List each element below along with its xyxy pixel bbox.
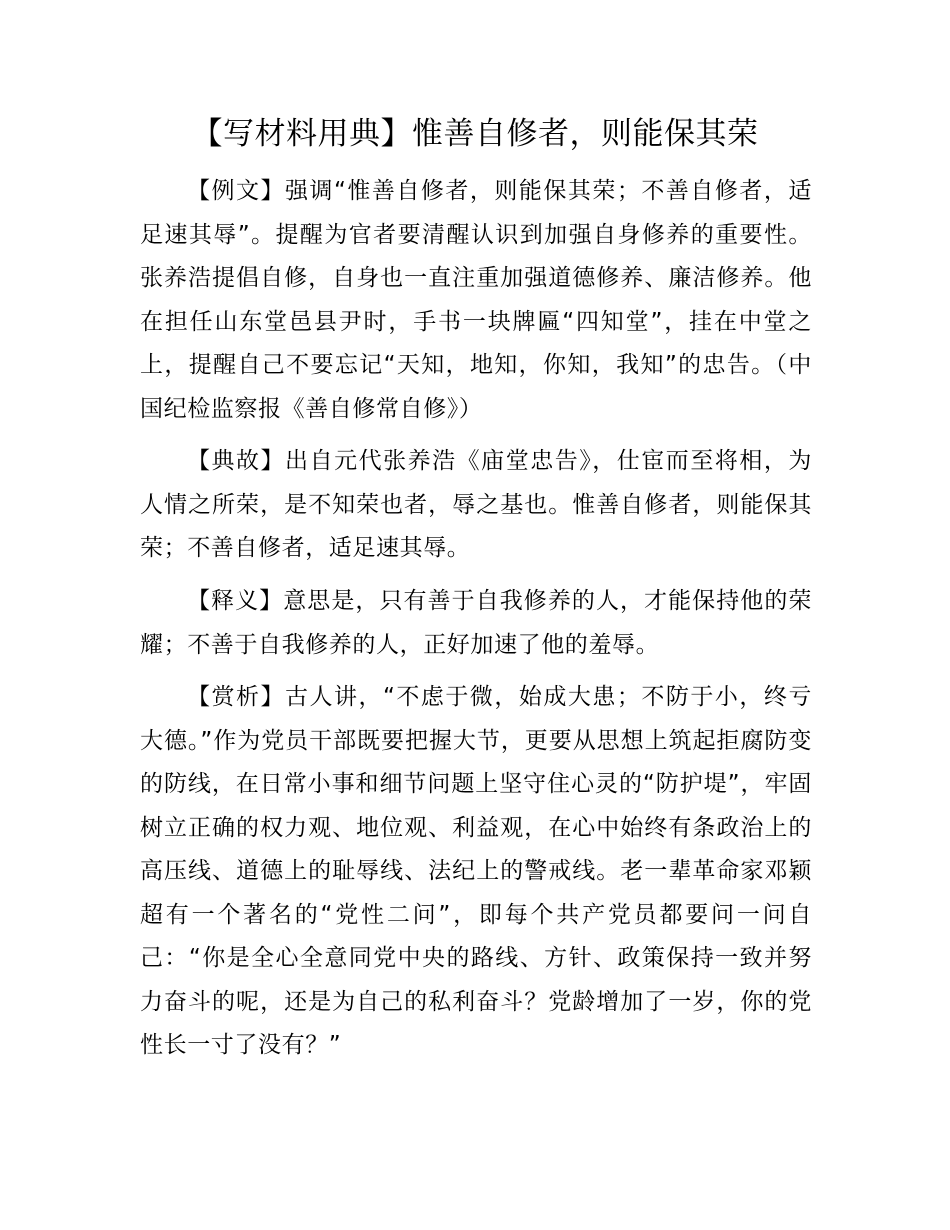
paragraph-appreciation: 【赏析】古人讲，“不虑于微，始成大患；不防于小，终亏大德。”作为党员干部既要把握大节，更要从思想上筑起拒腐防变的防线，在日常小事和细节问题上坚守住心灵的“防护堤”，牢固树立正确的权力观、地位观、利益观，在心中始终有条政治上的高压线、道德上的耻辱线、法纪上的警戒线。老一辈革命家邓颖超有一个著名的“党性二问”，即每个共产党员都要问一问自己：“你是全心全意同党中央的路线、方针、政策保持一致并努力奋斗的呢，还是为自己的私利奋斗？党龄增加了一岁，你的党性长一寸了没有？” — [140, 684, 812, 1058]
paragraph-example: 【例文】强调“惟善自修者，则能保其荣；不善自修者，适足速其辱”。提醒为官者要清醒认识到加强自身修养的重要性。张养浩提倡自修，自身也一直注重加强道德修养、廉洁修养。他在担任山东堂邑县尹时，手书一块牌匾“四知堂”，挂在中堂之上，提醒自己不要忘记“天知，地知，你知，我知”的忠告。（中国纪检监察报《善自修常自修》） — [140, 178, 812, 422]
paragraph-meaning: 【释义】意思是，只有善于自我修养的人，才能保持他的荣耀；不善于自我修养的人，正好加速了他的羞辱。 — [140, 588, 812, 658]
paragraph-allusion: 【典故】出自元代张养浩《庙堂忠告》，仕宦而至将相，为人情之所荣，是不知荣也者，辱之基也。惟善自修者，则能保其荣；不善自修者，适足速其辱。 — [140, 448, 812, 561]
document-title: 【写材料用典】惟善自修者，则能保其荣 — [191, 116, 759, 152]
